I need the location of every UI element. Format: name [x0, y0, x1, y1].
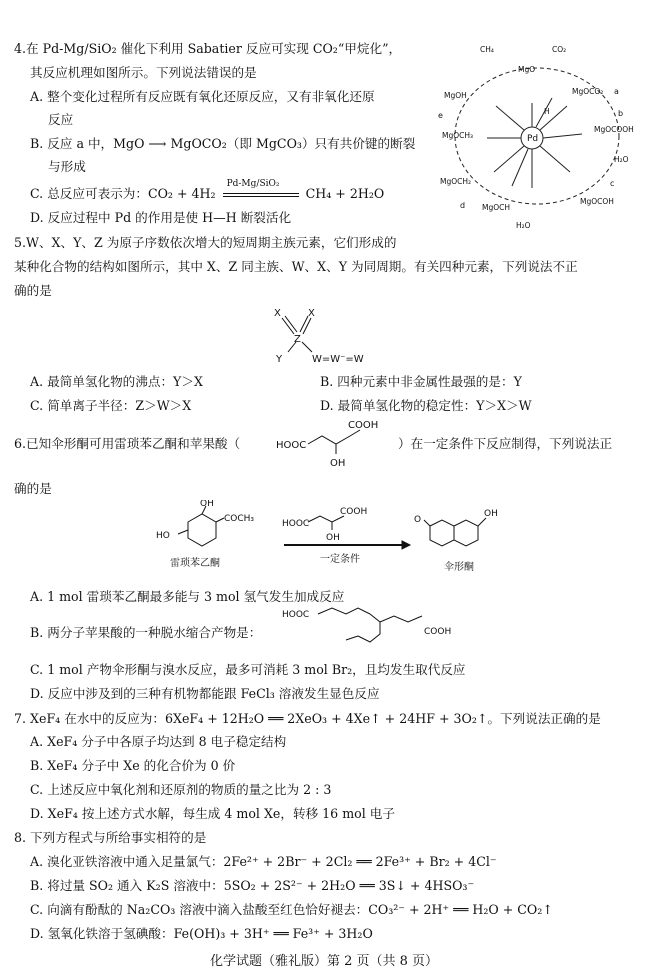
q7-option-c: C. 上述反应中氧化剂和还原剂的物质的量之比为 2 : 3 [30, 782, 332, 797]
q8-option-d: D. 氢氧化铁溶于氢碘酸：Fe(OH)₃ + 3H⁺ ══ Fe³⁺ + 3H₂O [30, 926, 373, 941]
q4-option-c [30, 179, 385, 202]
q7-option-a: A. XeF₄ 分子中各原子均达到 8 电子稳定结构 [30, 734, 287, 749]
q8-stem: 8. 下列方程式与所给事实相符的是 [14, 830, 207, 845]
q6-option-c: C. 1 mol 产物伞形酮与溴水反应，最多可消耗 3 mol Br₂，且均发生取代反应 [30, 662, 466, 677]
cond-hooc: HOOC [282, 519, 310, 529]
step-e: e [438, 111, 443, 120]
q6-option-b-structure [282, 604, 482, 652]
reactant-oh: OH [200, 500, 214, 509]
reaction-arrow [223, 179, 299, 202]
step-d: d [460, 201, 466, 210]
q4-option-a: A. 整个变化过程所有反应既有氧化还原反应，又有非氧化还原 [30, 89, 375, 104]
option-b-hooc: HOOC [282, 610, 310, 620]
q5-structure [258, 300, 388, 370]
q6-option-a: A. 1 mol 雷琐苯乙酮最多能与 3 mol 氢气发生加成反应 [30, 589, 345, 604]
pd-center-label: Pd [527, 134, 539, 144]
malic-oh: OH [330, 458, 346, 469]
q5-stem-line1: 5.W、X、Y、Z 为原子序数依次增大的短周期主族元素，它们形成的 [14, 235, 397, 250]
cond-cooh: COOH [340, 507, 368, 517]
q4-option-b: B. 反应 a 中，MgO ⟶ MgOCO₂（即 MgCO₃）只有共价键的断裂 [30, 136, 416, 151]
label-mgocoh: MgOCOH [580, 197, 614, 206]
step-a: a [614, 87, 619, 96]
q4-option-d: D. 反应过程中 Pd 的作用是使 H—H 断裂活化 [30, 210, 292, 225]
q6-option-b: B. 两分子苹果酸的一种脱水缩合产物是： [30, 625, 262, 640]
q6-stem-line1-post: ）在一定条件下反应制得，下列说法正 [398, 436, 613, 451]
label-mgo: MgO [518, 65, 536, 74]
label-mgoco2: MgOCO₂ [572, 87, 604, 96]
q5-atom-x2: X [308, 308, 315, 319]
q6-stem-line1-pre: 6.已知伞形酮可用雷琐苯乙酮和苹果酸（ [14, 436, 241, 451]
catalyst-label: Pd-Mg/SiO₂ [226, 179, 280, 189]
q6-reaction-scheme [148, 500, 528, 580]
step-c: c [610, 179, 615, 188]
q5-stem-line2: 某种化合物的结构如图所示，其中 X、Z 同主族、W、X、Y 为同周期。有关四种元素，下列说法不正 [14, 259, 578, 274]
q7-option-d: D. XeF₄ 按上述方式水解，每生成 4 mol Xe，转移 16 mol 电子 [30, 806, 395, 821]
cond-oh: OH [326, 533, 340, 543]
reactant-ho: HO [156, 531, 170, 541]
q4-stem-line2: 其反应机理如图所示。下列说法错误的是 [30, 65, 257, 80]
label-mgoh: MgOH [444, 91, 467, 100]
q5-chain: W=W⁻=W [312, 354, 364, 365]
label-co2: CO₂ [552, 45, 567, 54]
q6-option-d: D. 反应中涉及到的三种有机物都能跟 FeCl₃ 溶液发生显色反应 [30, 686, 380, 701]
q4-option-a-cont: 反应 [48, 112, 74, 127]
q7-option-b: B. XeF₄ 分子中 Xe 的化合价为 0 价 [30, 758, 236, 773]
cond-text: 一定条件 [320, 554, 360, 565]
q5-atom-z: Z [294, 334, 301, 345]
product-name: 伞形酮 [444, 562, 474, 573]
product-oh: OH [484, 509, 498, 519]
reactant-name: 雷琐苯乙酮 [170, 558, 220, 569]
q6-stem-line2: 确的是 [14, 481, 52, 496]
q5-option-c: C. 简单离子半径：Z＞W＞X [30, 398, 192, 413]
label-mgoch3: MgOCH₃ [442, 131, 474, 140]
q5-atom-x1: X [274, 308, 281, 319]
malic-cooh: COOH [348, 420, 379, 431]
label-h2o-right: H₂O [614, 155, 629, 164]
q4-option-b-cont: 与形成 [48, 159, 86, 174]
q4-stem-line1: 4.在 Pd-Mg/SiO₂ 催化下利用 Sabatier 反应可实现 CO₂“甲烷化”， [14, 41, 402, 56]
label-mgoch: MgOCH [482, 203, 511, 212]
label-ch4: CH₄ [480, 45, 494, 54]
step-b: b [618, 109, 624, 118]
q4-option-c-lhs: C. 总反应可表示为：CO₂ + 4H₂ [30, 186, 216, 201]
label-mgoch2: MgOCH₂ [440, 177, 472, 186]
q4-option-c-rhs: CH₄ + 2H₂O [305, 186, 385, 201]
q8-option-a: A. 溴化亚铁溶液中通入足量氯气：2Fe²⁺ + 2Br⁻ + 2Cl₂ ══ 2Fe³⁺ + Br₂ + 4Cl⁻ [30, 854, 497, 869]
q5-stem-line3: 确的是 [14, 283, 52, 298]
label-h2o-bottom: H₂O [516, 221, 531, 230]
q5-option-a: A. 最简单氢化物的沸点：Y＞X [30, 374, 203, 389]
q7-stem: 7. XeF₄ 在水中的反应为：6XeF₄ + 12H₂O ══ 2XeO₃ + 4Xe↑ + 24HF + 3O₂↑。下列说法正确的是 [14, 711, 601, 726]
q5-atom-y: Y [276, 354, 283, 365]
label-mgocooh: MgOCOOH [594, 125, 634, 134]
q8-option-c: C. 向滴有酚酞的 Na₂CO₃ 溶液中滴入盐酸至红色恰好褪去：CO₃²⁻ + 2H⁺ ══ H₂O + CO₂↑ [30, 902, 553, 917]
product-o: O [414, 515, 422, 525]
q5-option-d: D. 最简单氢化物的稳定性：Y＞X＞W [320, 398, 532, 413]
page-footer: 化学试题（雅礼版）第 2 页（共 8 页） [209, 954, 439, 969]
label-h: H [544, 107, 550, 116]
q5-option-b: B. 四种元素中非金属性最强的是：Y [320, 374, 522, 389]
q8-option-b: B. 将过量 SO₂ 通入 K₂S 溶液中：5SO₂ + 2S²⁻ + 2H₂O ══ 3S↓ + 4HSO₃⁻ [30, 878, 475, 893]
malic-hooc: HOOC [276, 440, 307, 451]
malic-acid-structure [276, 416, 396, 472]
reactant-acyl: COCH₃ [224, 514, 255, 524]
option-b-cooh: COOH [424, 627, 452, 637]
q4-mechanism-diagram [432, 38, 642, 234]
